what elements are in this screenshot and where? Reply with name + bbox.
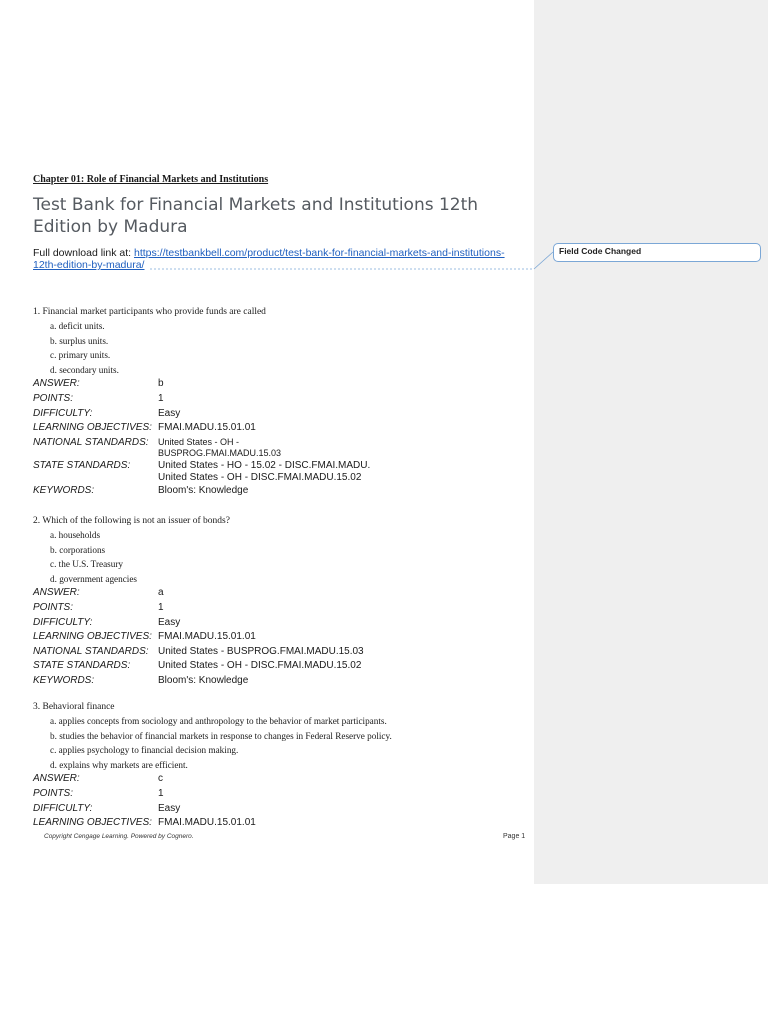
document-title: Test Bank for Financial Markets and Institutions 12th Edition by Madura	[33, 195, 479, 237]
question-2	[33, 514, 533, 689]
option-d: d. government agencies	[50, 573, 137, 584]
option-c: c. the U.S. Treasury	[50, 559, 123, 570]
points-row	[33, 392, 533, 407]
comment-bubble[interactable]	[553, 243, 761, 262]
option-d: d. explains why markets are efficient.	[50, 759, 188, 770]
learning-objectives-value: FMAI.MADU.15.01.01	[158, 817, 256, 829]
points-label: POINTS:	[33, 601, 74, 613]
download-link-line1: https://testbankbell.com/product/test-bank-for-financial-markets-and-institutions-	[133, 247, 505, 259]
option-c: c. primary units.	[50, 350, 111, 361]
difficulty-value: Easy	[158, 616, 181, 628]
learning-objectives-value: FMAI.MADU.15.01.01	[158, 631, 256, 643]
option-b: b. studies the behavior of financial markets in response to changes in Federal Reserve policy.	[50, 730, 392, 741]
answer-value: c	[158, 773, 163, 785]
difficulty-value: Easy	[158, 802, 181, 814]
national-standards-row	[33, 436, 533, 459]
answer-row	[33, 377, 533, 392]
state-standards-line1: United States - HO - 15.02 - DISC.FMAI.MADU.	[158, 459, 371, 471]
download-line	[33, 247, 533, 271]
state-standards-label: STATE STANDARDS:	[33, 660, 131, 672]
option-a: a. applies concepts from sociology and anthropology to the behavior of market participants.	[50, 716, 387, 726]
state-standards-value	[158, 459, 533, 484]
national-standards-label: NATIONAL STANDARDS:	[33, 436, 149, 448]
national-standards-value: United States - BUSPROG.FMAI.MADU.15.03	[158, 645, 364, 657]
download-link-line2: 12th-edition-by-madura/	[33, 259, 145, 271]
learning-objectives-label: LEARNING OBJECTIVES:	[33, 631, 152, 643]
state-standards-line2: United States - OH - DISC.FMAI.MADU.15.02	[158, 471, 362, 483]
state-standards-row	[33, 659, 533, 674]
difficulty-label: DIFFICULTY:	[33, 616, 93, 628]
footer-page-number: Page 1	[503, 833, 526, 840]
state-standards-label: STATE STANDARDS:	[33, 459, 131, 471]
answer-row	[33, 586, 533, 601]
national-standards-value	[158, 436, 533, 459]
question-stem: 3. Behavioral finance	[33, 702, 115, 712]
answer-value: b	[158, 378, 164, 390]
learning-objectives-value: FMAI.MADU.15.01.01	[158, 422, 256, 434]
difficulty-label: DIFFICULTY:	[33, 407, 93, 419]
difficulty-row	[33, 616, 533, 631]
points-label: POINTS:	[33, 787, 74, 799]
comment-text: Field Code Changed	[559, 246, 642, 256]
learning-objectives-label: LEARNING OBJECTIVES:	[33, 817, 152, 829]
chapter-heading: Chapter 01: Role of Financial Markets and Institutions	[33, 174, 269, 185]
points-value: 1	[158, 787, 164, 799]
points-value: 1	[158, 392, 164, 404]
learning-objectives-label: LEARNING OBJECTIVES:	[33, 422, 152, 434]
keywords-row	[33, 674, 533, 689]
difficulty-row	[33, 407, 533, 422]
option-a: a. deficit units.	[50, 321, 105, 331]
national-standards-line1: United States - OH -	[158, 436, 240, 447]
answer-row	[33, 772, 533, 787]
points-row	[33, 787, 533, 802]
learning-objectives-row	[33, 816, 533, 831]
points-row	[33, 601, 533, 616]
question-3	[33, 700, 533, 831]
difficulty-row	[33, 802, 533, 817]
option-b: b. surplus units.	[50, 335, 109, 346]
national-standards-label: NATIONAL STANDARDS:	[33, 645, 149, 657]
state-standards-value: United States - OH - DISC.FMAI.MADU.15.02	[158, 660, 362, 672]
keywords-label: KEYWORDS:	[33, 484, 95, 496]
question-stem: 2. Which of the following is not an issuer of bonds?	[33, 516, 230, 526]
comment-margin-pane	[534, 0, 768, 884]
keywords-label: KEYWORDS:	[33, 674, 95, 686]
option-b: b. corporations	[50, 544, 106, 555]
state-standards-row	[33, 459, 533, 484]
learning-objectives-row	[33, 630, 533, 645]
learning-objectives-row	[33, 421, 533, 436]
keywords-row	[33, 484, 533, 499]
keywords-value: Bloom's: Knowledge	[158, 674, 249, 686]
download-label: Full download link at:	[33, 247, 134, 259]
question-stem: 1. Financial market participants who provide funds are called	[33, 307, 266, 317]
difficulty-label: DIFFICULTY:	[33, 802, 93, 814]
answer-label: ANSWER:	[33, 773, 80, 785]
difficulty-value: Easy	[158, 407, 181, 419]
option-a: a. households	[50, 530, 101, 540]
points-label: POINTS:	[33, 392, 74, 404]
points-value: 1	[158, 601, 164, 613]
question-1	[33, 305, 533, 498]
national-standards-row	[33, 645, 533, 660]
keywords-value: Bloom's: Knowledge	[158, 484, 249, 496]
footer-copyright: Copyright Cengage Learning. Powered by Cognero.	[44, 833, 194, 840]
option-c: c. applies psychology to financial decision making.	[50, 745, 239, 756]
option-d: d. secondary units.	[50, 364, 119, 375]
answer-value: a	[158, 587, 164, 599]
answer-label: ANSWER:	[33, 378, 80, 390]
national-standards-line2: BUSPROG.FMAI.MADU.15.03	[158, 447, 282, 458]
answer-label: ANSWER:	[33, 587, 80, 599]
